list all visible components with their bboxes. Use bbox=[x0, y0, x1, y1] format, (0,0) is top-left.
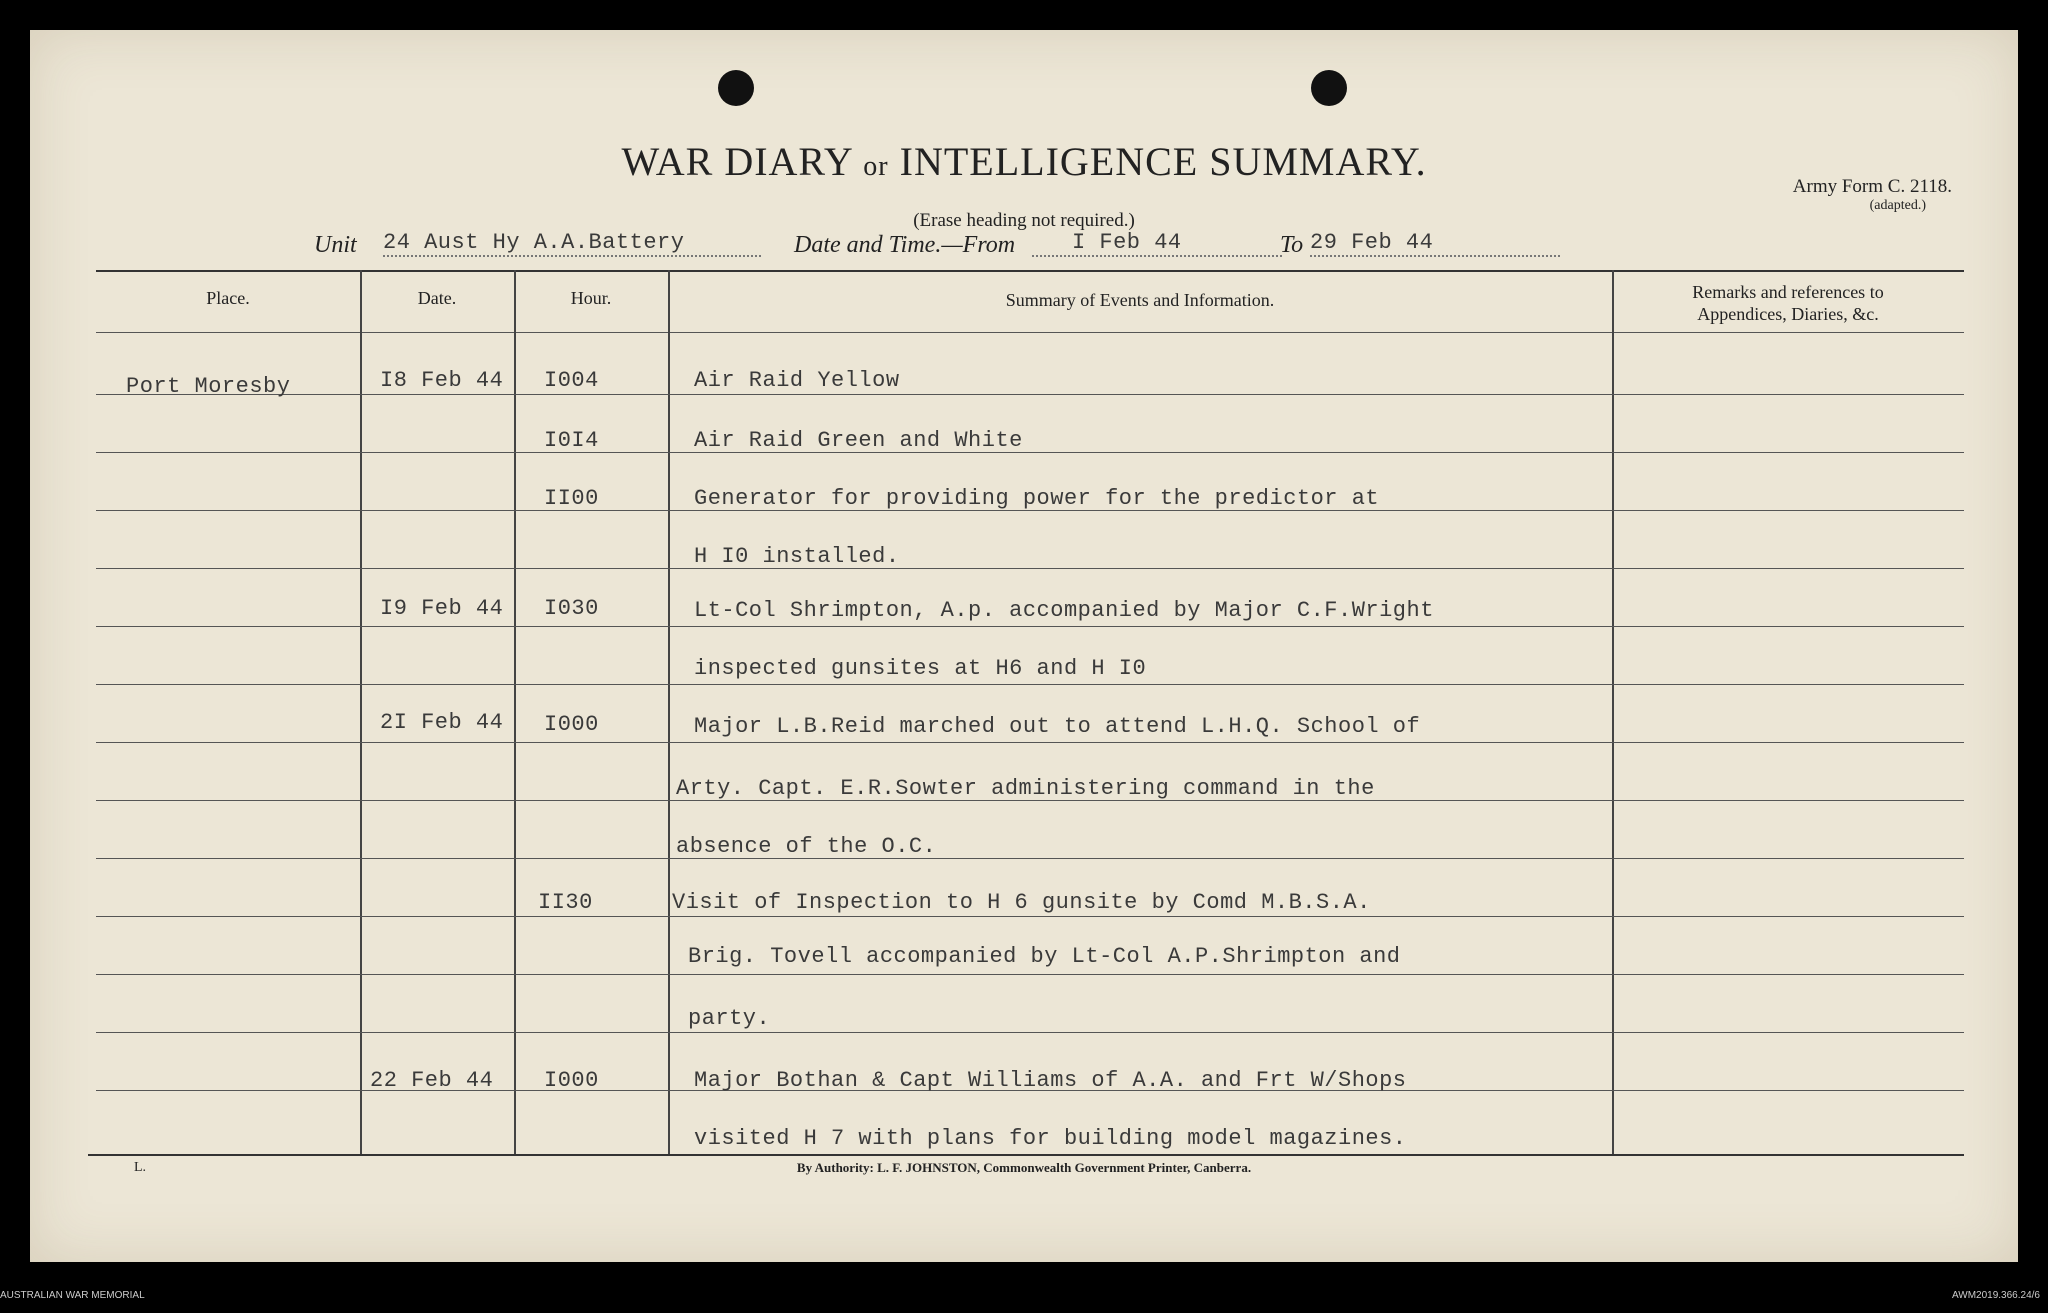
summary-line: Major L.B.Reid marched out to attend L.H.Q. School of bbox=[694, 714, 1421, 739]
summary-line: H I0 installed. bbox=[694, 544, 900, 569]
archive-label: AUSTRALIAN WAR MEMORIAL bbox=[0, 1290, 145, 1301]
form-adapted: (adapted.) bbox=[1869, 198, 1926, 213]
summary-line: Generator for providing power for the predictor at bbox=[694, 486, 1380, 511]
summary-line: Air Raid Green and White bbox=[694, 428, 1023, 453]
summary-line: inspected gunsites at H6 and H I0 bbox=[694, 656, 1147, 681]
col-divider-date-hour bbox=[514, 270, 516, 1154]
header-remarks-line-1: Remarks and references to bbox=[1692, 282, 1884, 302]
date-to-value: 29 Feb 44 bbox=[1310, 230, 1560, 257]
table-top-border bbox=[96, 270, 1964, 272]
row-rule bbox=[96, 916, 1964, 917]
title-intelligence-summary: INTELLIGENCE SUMMARY. bbox=[899, 139, 1427, 184]
table-bottom-border bbox=[88, 1154, 1964, 1156]
row-rule bbox=[96, 452, 1964, 453]
summary-line: absence of the O.C. bbox=[676, 834, 937, 859]
header-place: Place. bbox=[206, 288, 250, 308]
summary-line: Brig. Tovell accompanied by Lt-Col A.P.Shrimpton and bbox=[688, 944, 1401, 969]
hour-cell: I0I4 bbox=[544, 428, 599, 453]
unit-label: Unit bbox=[314, 232, 357, 258]
summary-line: Lt-Col Shrimpton, A.p. accompanied by Major C.F.Wright bbox=[694, 598, 1434, 623]
row-rule bbox=[96, 974, 1964, 975]
row-rule bbox=[96, 858, 1964, 859]
title-or: or bbox=[863, 151, 889, 182]
col-divider-hour-summary bbox=[668, 270, 670, 1154]
hour-cell: I030 bbox=[544, 596, 599, 621]
row-rule bbox=[96, 394, 1964, 395]
punch-hole-left bbox=[718, 70, 754, 106]
punch-hole-right bbox=[1311, 70, 1347, 106]
col-divider-place-date bbox=[360, 270, 362, 1154]
header-hour: Hour. bbox=[570, 288, 612, 308]
date-from-value: I Feb 44 bbox=[1032, 230, 1282, 257]
hour-cell: II30 bbox=[538, 890, 593, 915]
date-time-label: Date and Time.—From bbox=[794, 232, 1016, 258]
col-divider-summary-remarks bbox=[1612, 270, 1614, 1154]
hour-cell: I004 bbox=[544, 368, 599, 393]
printer-authority: By Authority: L. F. JOHNSTON, Commonwealth Government Printer, Canberra. bbox=[796, 1160, 1252, 1175]
row-rule bbox=[96, 1032, 1964, 1033]
hour-cell: I000 bbox=[544, 712, 599, 737]
unit-value: 24 Aust Hy A.A.Battery bbox=[383, 230, 761, 257]
title-war-diary: WAR DIARY bbox=[621, 139, 853, 184]
header-bottom-rule bbox=[96, 332, 1964, 333]
page-title bbox=[30, 138, 2018, 185]
row-rule bbox=[96, 684, 1964, 685]
date-cell: I8 Feb 44 bbox=[380, 368, 504, 393]
row-rule bbox=[96, 742, 1964, 743]
place-cell: Port Moresby bbox=[126, 374, 291, 399]
hour-cell: II00 bbox=[544, 486, 599, 511]
war-diary-page bbox=[30, 30, 2018, 1262]
summary-line: Visit of Inspection to H 6 gunsite by Comd M.B.S.A. bbox=[672, 890, 1371, 915]
summary-line: visited H 7 with plans for building model magazines. bbox=[694, 1126, 1407, 1151]
date-cell: I9 Feb 44 bbox=[380, 596, 504, 621]
header-remarks-line-2: Appendices, Diaries, &c. bbox=[1697, 304, 1879, 324]
header-summary: Summary of Events and Information. bbox=[1005, 290, 1275, 310]
hour-cell: I000 bbox=[544, 1068, 599, 1093]
summary-line: Arty. Capt. E.R.Sowter administering command in the bbox=[676, 776, 1375, 801]
row-rule bbox=[96, 626, 1964, 627]
date-cell: 22 Feb 44 bbox=[370, 1068, 494, 1093]
footer-mark: L. bbox=[134, 1160, 147, 1175]
archive-reference: AWM2019.366.24/6 bbox=[1951, 1290, 2040, 1301]
summary-line: party. bbox=[688, 1006, 771, 1031]
summary-line: Major Bothan & Capt Williams of A.A. and Frt W/Shops bbox=[694, 1068, 1407, 1093]
form-number: Army Form C. 2118. bbox=[1792, 176, 1952, 197]
header-date: Date. bbox=[417, 288, 457, 308]
date-cell: 2I Feb 44 bbox=[380, 710, 504, 735]
row-rule bbox=[96, 568, 1964, 569]
page-subtitle: (Erase heading not required.) bbox=[913, 210, 1135, 231]
date-to-label: To bbox=[1280, 232, 1304, 258]
summary-line: Air Raid Yellow bbox=[694, 368, 900, 393]
